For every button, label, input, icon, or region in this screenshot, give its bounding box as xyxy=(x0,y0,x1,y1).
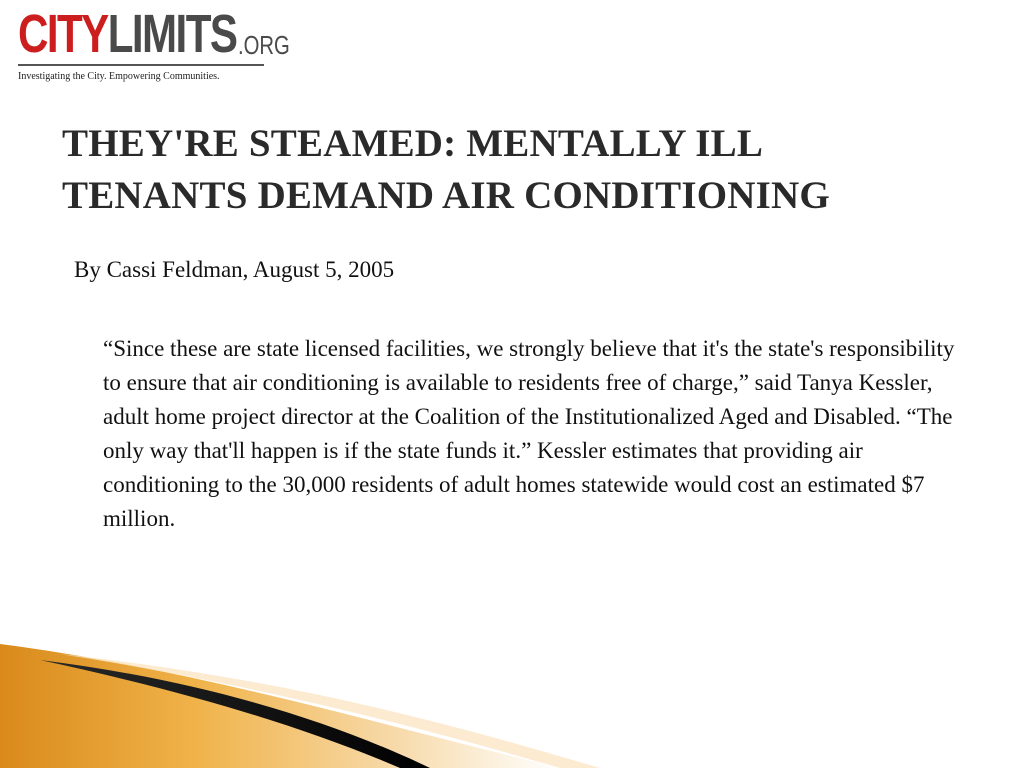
logo-wordmark xyxy=(18,4,290,64)
logo-underline xyxy=(18,64,264,66)
logo-limits-text: LIMITS xyxy=(107,4,237,64)
decorative-swoosh xyxy=(0,630,1024,768)
logo-city-text: CITY xyxy=(18,4,108,64)
slide-title-line-1: THEY'RE STEAMED: MENTALLY ILL xyxy=(62,122,764,165)
citylimits-logo xyxy=(18,4,290,84)
slide-title xyxy=(62,118,962,222)
logo-tagline: Investigating the City. Empowering Communities. xyxy=(18,71,220,82)
article-byline: By Cassi Feldman, August 5, 2005 xyxy=(74,257,395,282)
article-quote: “Since these are state licensed facilities, we strongly believe that it's the state's responsibility to ensure that air conditioning is available to residents free of charge,” said Tanya Kessler, adult home project director at the Coalition of the Institutionalized Aged and Disabled. “The only way that'll happen is if the state funds it.” Kessler estimates that providing air conditioning to the 30,000 residents of adult homes statewide would cost an estimated $7 million. xyxy=(103,336,955,531)
swoosh-orange-band xyxy=(0,644,560,768)
logo-org-text: .ORG xyxy=(237,30,290,60)
slide-title-line-2: TENANTS DEMAND AIR CONDITIONING xyxy=(62,174,830,217)
